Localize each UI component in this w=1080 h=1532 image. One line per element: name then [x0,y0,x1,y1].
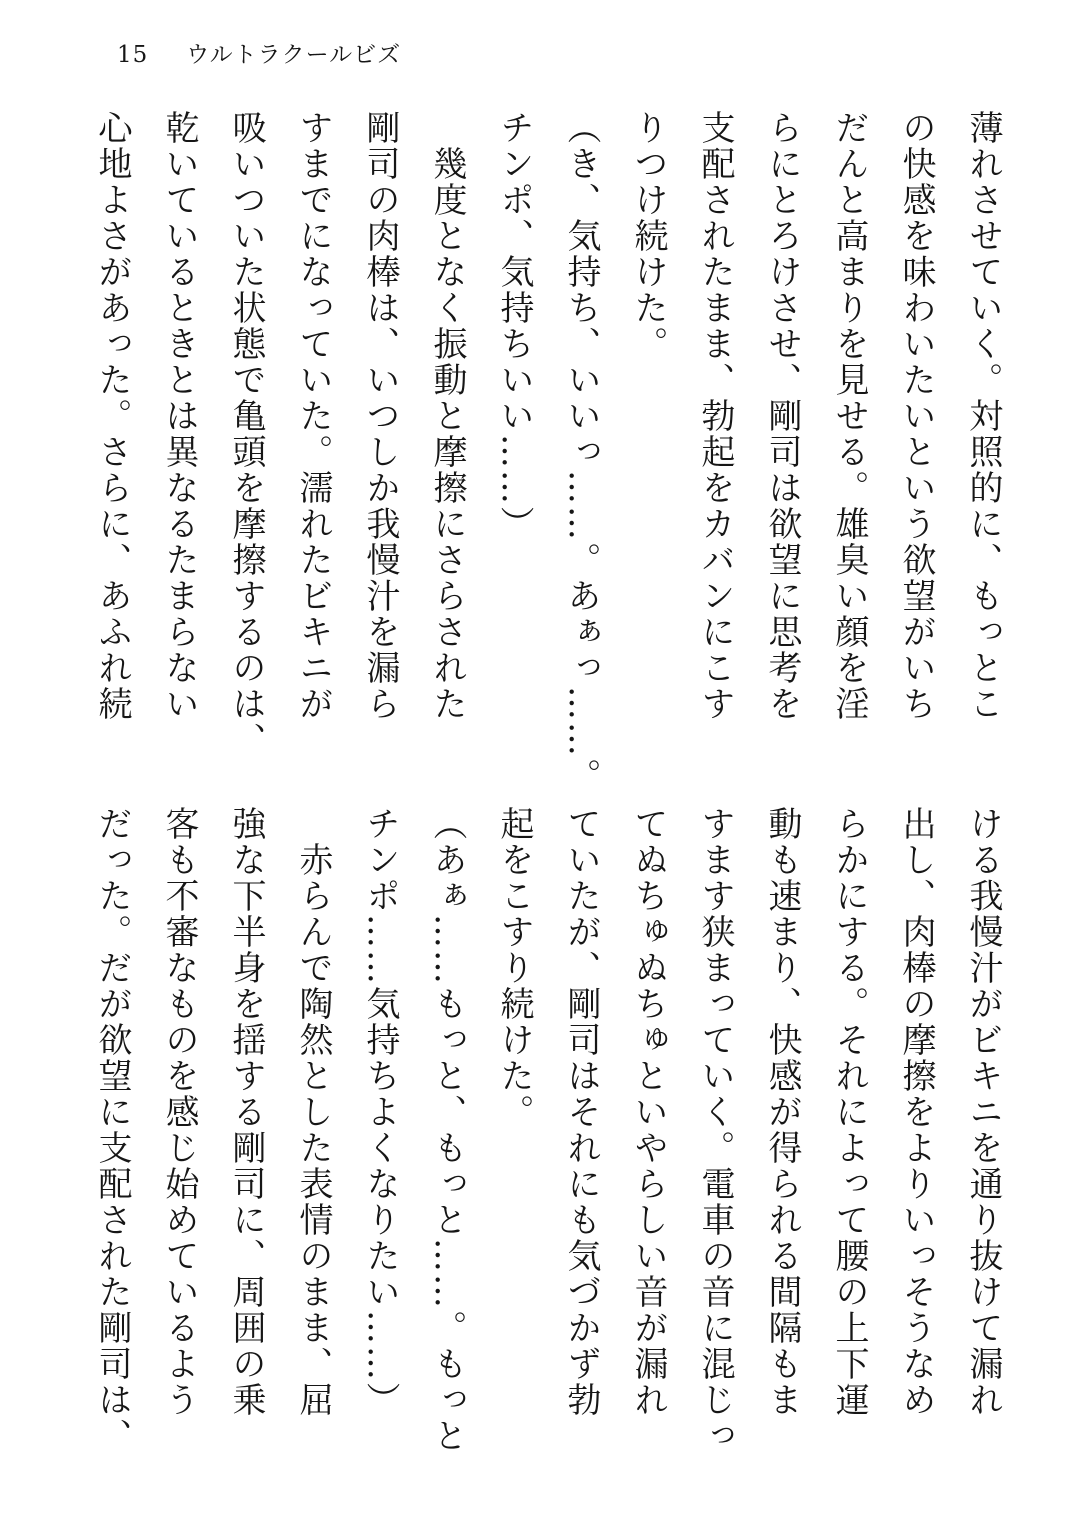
text-column: 乾いているときとは異なるたまらない [159,110,199,722]
text-column: 支配されたまま、勃起をカバンにこす [695,110,735,722]
text-column: ける我慢汁がビキニを通り抜けて漏れ [963,806,1003,1418]
text-column: 強な下半身を揺する剛司に、周囲の乗 [226,806,266,1418]
text-column: 赤らんで陶然とした表情のまま、屈 [293,842,333,1418]
text-column: すまでになっていた。濡れたビキニが [293,110,333,722]
text-column: ていたが、剛司はそれにも気づかず勃 [561,806,601,1418]
text-column: らかにする。それによって腰の上下運 [829,806,869,1418]
text-column: チンポ……気持ちよくなりたい……） [360,806,400,1418]
text-column: 客も不審なものを感じ始めているよう [159,806,199,1418]
text-block-lower [92,806,1003,1454]
text-column: 動も速まり、快感が得られる間隔もま [762,806,802,1418]
text-column: 幾度となく振動と摩擦にさらされた [427,146,467,722]
text-column: 剛司の肉棒は、いつしか我慢汁を漏ら [360,110,400,722]
text-column: 出し、肉棒の摩擦をよりいっそうなめ [896,806,936,1418]
page-number: 15 [117,42,149,68]
text-column: らにとろけさせ、剛司は欲望に思考を [762,110,802,722]
text-column: チンポ、気持ちいい……） [494,110,534,542]
text-column: （あぁ……もっと、もっと……。もっと [427,806,467,1454]
text-column: （き、気持ち、いいっ……。あぁっ……。 [561,110,601,794]
text-column: だった。だが欲望に支配された剛司は、 [92,806,132,1454]
text-column: 吸いついた状態で亀頭を摩擦するのは、 [226,110,266,758]
text-column: すます狭まっていく。電車の音に混じっ [695,806,735,1454]
text-column: てぬちゅぬちゅといやらしい音が漏れ [628,806,668,1418]
running-header [117,36,401,69]
text-column: の快感を味わいたいという欲望がいち [896,110,936,722]
text-column: 心地よさがあった。さらに、あふれ続 [92,110,132,722]
text-column: だんと高まりを見せる。雄臭い顔を淫 [829,110,869,722]
text-block-upper [92,110,1003,794]
text-column: りつけ続けた。 [628,110,668,362]
text-column: 薄れさせていく。対照的に、もっとこ [963,110,1003,722]
text-column: 起をこすり続けた。 [494,806,534,1130]
running-title: ウルトラクールビズ [186,42,402,68]
